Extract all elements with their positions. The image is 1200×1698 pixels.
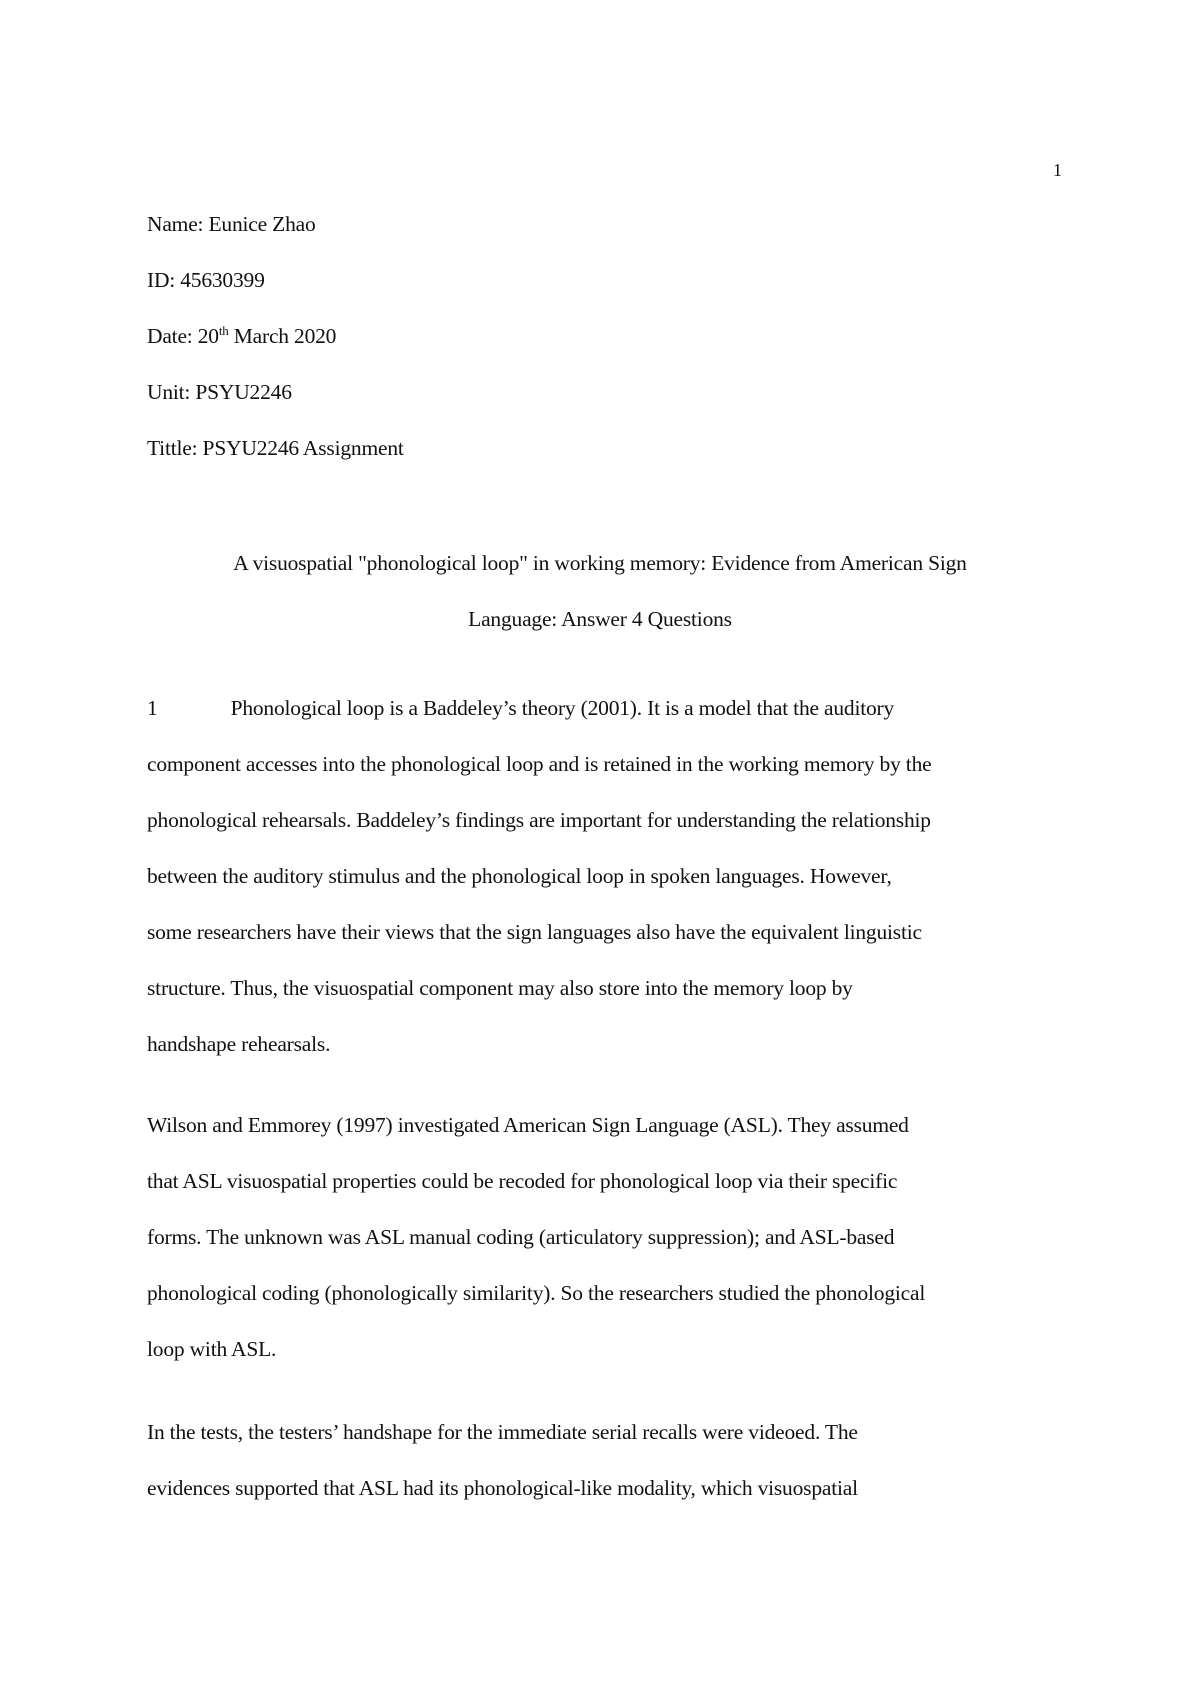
paragraph-1 <box>147 680 1067 1072</box>
title-line: Tittle: PSYU2246 Assignment <box>147 436 404 460</box>
paragraph-line: forms. The unknown was ASL manual coding (articulatory suppression); and ASL-based <box>147 1225 895 1249</box>
unit-line: Unit: PSYU2246 <box>147 380 292 404</box>
paragraph-text: Phonological loop is a Baddeley’s theory (2001). It is a model that the auditory <box>230 696 895 720</box>
paragraph-line: some researchers have their views that the sign languages also have the equivalent linguistic <box>147 920 922 944</box>
paragraph-line: evidences supported that ASL had its phonological-like modality, which visuospatial <box>147 1476 858 1500</box>
date-prefix: Date: 20 <box>147 324 219 348</box>
paragraph-line: phonological rehearsals. Baddeley’s findings are important for understanding the relationship <box>147 808 931 832</box>
paragraph-line: phonological coding (phonologically similarity). So the researchers studied the phonological <box>147 1281 926 1305</box>
paragraph-line: loop with ASL. <box>147 1337 277 1361</box>
paragraph-line <box>147 680 1067 736</box>
page-number: 1 <box>1053 160 1062 180</box>
name-line: Name: Eunice Zhao <box>147 212 316 236</box>
document-title-line-1: A visuospatial "phonological loop" in working memory: Evidence from American Sign <box>233 551 967 575</box>
paragraph-line: In the tests, the testers’ handshape for the immediate serial recalls were videoed. The <box>147 1420 858 1444</box>
date-suffix: March 2020 <box>228 324 337 348</box>
paragraph-line: structure. Thus, the visuospatial component may also store into the memory loop by <box>147 976 853 1000</box>
header-info <box>147 196 1067 476</box>
paragraph-line: handshape rehearsals. <box>147 1032 331 1056</box>
question-number: 1 <box>147 696 158 720</box>
date-line <box>147 308 1067 364</box>
paragraph-line: Wilson and Emmorey (1997) investigated American Sign Language (ASL). They assumed <box>147 1113 909 1137</box>
paragraph-line: component accesses into the phonological loop and is retained in the working memory by the <box>147 752 932 776</box>
document-title <box>147 535 1053 647</box>
paragraph-3 <box>147 1404 1067 1516</box>
paragraph-2 <box>147 1097 1067 1377</box>
paragraph-line: between the auditory stimulus and the phonological loop in spoken languages. However, <box>147 864 892 888</box>
document-title-line-2: Language: Answer 4 Questions <box>468 607 732 631</box>
id-line: ID: 45630399 <box>147 268 265 292</box>
date-superscript: th <box>218 322 229 338</box>
paragraph-line: that ASL visuospatial properties could be recoded for phonological loop via their specific <box>147 1169 898 1193</box>
